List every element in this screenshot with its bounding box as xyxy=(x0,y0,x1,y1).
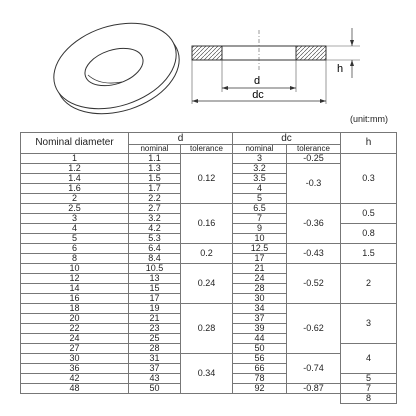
d-nominal-cell: 50 xyxy=(129,384,181,394)
dc-nominal-cell: 4 xyxy=(233,184,287,194)
dc-nominal-cell: 24 xyxy=(233,274,287,284)
h-cell: 0.5 xyxy=(341,204,397,224)
nominal-diameter-cell: 14 xyxy=(21,284,129,294)
nominal-diameter-cell: 10 xyxy=(21,264,129,274)
table-row xyxy=(21,204,397,214)
nominal-diameter-cell: 24 xyxy=(21,334,129,344)
nominal-diameter-cell: 6 xyxy=(21,244,129,254)
nominal-diameter-cell: 36 xyxy=(21,364,129,374)
d-nominal-cell: 23 xyxy=(129,324,181,334)
d-nominal-cell: 28 xyxy=(129,344,181,354)
d-nominal-cell: 37 xyxy=(129,364,181,374)
h-cell: 5 xyxy=(341,374,397,384)
dc-nominal-cell: 6.5 xyxy=(233,204,287,214)
h-cell: 0.8 xyxy=(341,224,397,244)
d-nominal-cell: 43 xyxy=(129,374,181,384)
dc-tolerance-cell: -0.74 xyxy=(287,354,341,384)
d-nominal-cell: 15 xyxy=(129,284,181,294)
d-nominal-cell: 25 xyxy=(129,334,181,344)
dc-tolerance-cell: -0.3 xyxy=(287,164,341,204)
d-nominal-cell: 1.1 xyxy=(129,154,181,164)
d-nominal-cell: 8.4 xyxy=(129,254,181,264)
dc-nominal-cell: 3.2 xyxy=(233,164,287,174)
table-row xyxy=(21,244,397,254)
h-cell: 2 xyxy=(341,264,397,304)
d-nominal-cell: 1.3 xyxy=(129,164,181,174)
nominal-diameter-cell: 2 xyxy=(21,194,129,204)
nominal-diameter-cell: 48 xyxy=(21,384,129,394)
header-d: d xyxy=(129,133,233,145)
dc-nominal-cell: 37 xyxy=(233,314,287,324)
dc-nominal-cell: 56 xyxy=(233,354,287,364)
h-cell: 7 xyxy=(341,384,397,394)
dc-tolerance-cell: -0.43 xyxy=(287,244,341,264)
header-h: h xyxy=(341,133,397,154)
dc-nominal-cell: 12.5 xyxy=(233,244,287,254)
washer-section xyxy=(192,28,360,104)
nominal-diameter-cell: 2.5 xyxy=(21,204,129,214)
dc-tolerance-cell: -0.62 xyxy=(287,304,341,354)
d-tolerance-cell: 0.16 xyxy=(181,204,233,244)
dc-nominal-cell: 3.5 xyxy=(233,174,287,184)
dc-nominal-cell: 66 xyxy=(233,364,287,374)
d-nominal-cell: 1.7 xyxy=(129,184,181,194)
dc-nominal-cell: 7 xyxy=(233,214,287,224)
nominal-diameter-cell: 30 xyxy=(21,354,129,364)
subheader-dc-tolerance: tolerance xyxy=(287,145,341,154)
dc-nominal-cell: 10 xyxy=(233,234,287,244)
subheader-dc-nominal: nominal xyxy=(233,145,287,154)
dc-tolerance-cell: -0.25 xyxy=(287,154,341,164)
d-nominal-cell: 3.2 xyxy=(129,214,181,224)
unit-label: (unit:mm) xyxy=(350,114,388,124)
dc-nominal-cell: 5 xyxy=(233,194,287,204)
h-cell: 4 xyxy=(341,344,397,374)
nominal-diameter-cell: 5 xyxy=(21,234,129,244)
dc-nominal-cell: 39 xyxy=(233,324,287,334)
header-nominal-diameter: Nominal diameter xyxy=(21,133,129,154)
dc-nominal-cell: 17 xyxy=(233,254,287,264)
d-nominal-cell: 13 xyxy=(129,274,181,284)
subheader-d-nominal: nominal xyxy=(129,145,181,154)
dc-nominal-cell: 28 xyxy=(233,284,287,294)
dc-tolerance-cell: -0.36 xyxy=(287,204,341,244)
d-tolerance-cell: 0.28 xyxy=(181,304,233,354)
dc-tolerance-cell: -0.87 xyxy=(287,384,341,394)
table-row xyxy=(21,394,397,404)
nominal-diameter-cell: 1.4 xyxy=(21,174,129,184)
d-nominal-cell: 17 xyxy=(129,294,181,304)
nominal-diameter-cell: 1.2 xyxy=(21,164,129,174)
nominal-diameter-cell: 3 xyxy=(21,214,129,224)
d-nominal-cell: 5.3 xyxy=(129,234,181,244)
table-row xyxy=(21,264,397,274)
nominal-diameter-cell: 22 xyxy=(21,324,129,334)
nominal-diameter-cell: 42 xyxy=(21,374,129,384)
h-cell: 3 xyxy=(341,304,397,344)
nominal-diameter-cell: 20 xyxy=(21,314,129,324)
dc-nominal-cell: 50 xyxy=(233,344,287,354)
label-d: d xyxy=(253,75,261,87)
subheader-d-tolerance: tolerance xyxy=(181,145,233,154)
dc-nominal-cell: 9 xyxy=(233,224,287,234)
d-nominal-cell: 2.2 xyxy=(129,194,181,204)
dc-nominal-cell: 30 xyxy=(233,294,287,304)
dc-nominal-cell: 44 xyxy=(233,334,287,344)
d-nominal-cell: 19 xyxy=(129,304,181,314)
table-row xyxy=(21,154,397,164)
label-h: h xyxy=(336,63,344,75)
dc-nominal-cell: 3 xyxy=(233,154,287,164)
nominal-diameter-cell: 27 xyxy=(21,344,129,354)
d-nominal-cell: 1.5 xyxy=(129,174,181,184)
nominal-diameter-cell: 12 xyxy=(21,274,129,284)
d-nominal-cell: 21 xyxy=(129,314,181,324)
table-row xyxy=(21,354,397,364)
washer-drawing xyxy=(0,0,416,128)
d-nominal-cell: 2.7 xyxy=(129,204,181,214)
empty-cell xyxy=(21,394,341,404)
d-nominal-cell: 10.5 xyxy=(129,264,181,274)
nominal-diameter-cell: 8 xyxy=(21,254,129,264)
h-cell: 1.5 xyxy=(341,244,397,264)
header-dc: dc xyxy=(233,133,341,145)
d-nominal-cell: 31 xyxy=(129,354,181,364)
d-tolerance-cell: 0.12 xyxy=(181,154,233,204)
table-row xyxy=(21,304,397,314)
nominal-diameter-cell: 18 xyxy=(21,304,129,314)
dc-nominal-cell: 92 xyxy=(233,384,287,394)
label-dc: dc xyxy=(252,89,264,101)
washer-perspective xyxy=(43,8,191,128)
spec-table xyxy=(20,132,397,404)
nominal-diameter-cell: 1.6 xyxy=(21,184,129,194)
d-tolerance-cell: 0.34 xyxy=(181,354,233,394)
dc-nominal-cell: 21 xyxy=(233,264,287,274)
dc-tolerance-cell: -0.52 xyxy=(287,264,341,304)
nominal-diameter-cell: 16 xyxy=(21,294,129,304)
d-tolerance-cell: 0.2 xyxy=(181,244,233,264)
dc-nominal-cell: 34 xyxy=(233,304,287,314)
h-cell: 8 xyxy=(341,394,397,404)
d-nominal-cell: 6.4 xyxy=(129,244,181,254)
d-tolerance-cell: 0.24 xyxy=(181,264,233,304)
dc-nominal-cell: 78 xyxy=(233,374,287,384)
d-nominal-cell: 4.2 xyxy=(129,224,181,234)
nominal-diameter-cell: 1 xyxy=(21,154,129,164)
nominal-diameter-cell: 4 xyxy=(21,224,129,234)
h-cell: 0.3 xyxy=(341,154,397,204)
